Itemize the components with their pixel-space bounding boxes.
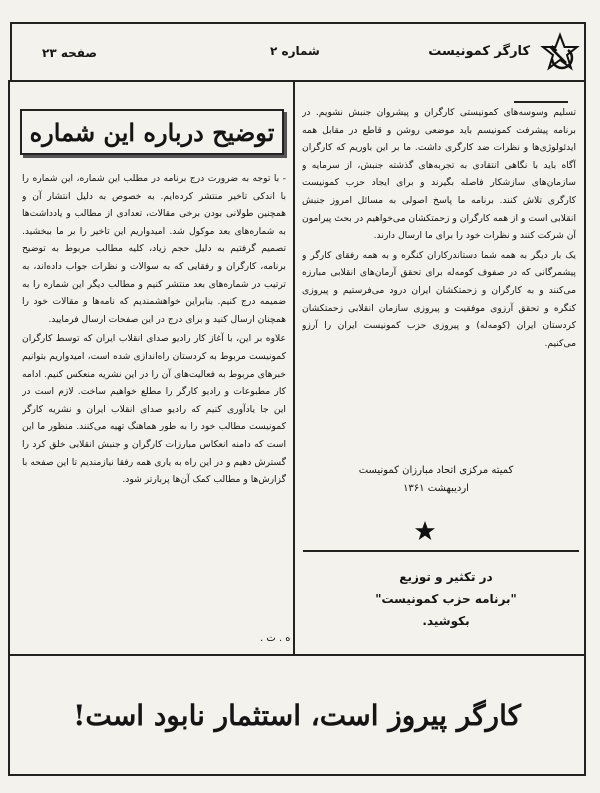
distribution-line: "برنامه حزب کمونیست" <box>375 592 517 606</box>
article-paragraph: علاوه بر این، با آغاز کار رادیو صدای انقلاب ایران که توسط کارگران کمونیست مربوط به کردستان راه‌اندازی شده است، امیدواریم بتوانیم خبرهای مربوط به فعالیت‌های آن را در این نشریه منعکس کنیم. ادامه کار مطبوعات و رادیو کارگر را مطلع خواهیم ساخت. لازم است در این جا یادآوری کنیم که رادیو صدای انقلاب ایران و نشریه کارگر کمونیست مطالب خود را به طور هماهنگ تهیه می‌کنند. منظور ما این است که دامنه انعکاس مبارزات کارگران و جنبش انقلابی خلق کرد را گسترش دهیم و در این راه به یاری همه رفقا نیازمندیم تا این صفحه با گزارش‌ها و مطالب کمک آن‌ها پربارتر شود. <box>22 333 286 486</box>
column-divider <box>293 82 295 656</box>
article-signature: ه . ت . <box>260 633 291 644</box>
distribution-text <box>316 566 576 632</box>
section-rule <box>514 101 568 103</box>
distribution-line: در تکثیر و توزیع <box>399 570 493 584</box>
article-paragraph: - با توجه به ضرورت درج برنامه در مطلب این شماره، این شماره را با اندکی تاخیر منتشر کرده‌ایم. به خصوص به دلیل انتشار آن و همچنین طولانی بودن برخی مقالات، تعدادی از مطالب و یادداشت‌ها به شماره‌های بعد موکول شد. امیدواریم این تاخیر را بر ما ببخشید. تصمیم گرفتیم به دلیل حجم زیاد، کلیه مطالب مربوط به توضیح برنامه، کارگران و رفقایی که به سوالات و نظرات جواب داده‌اند، به ترتیب در شماره‌های بعد منتشر کنیم و مطالب دیگر این شماره را به ضمیمه درج کنیم. بنابراین خواهشمندیم که نامه‌ها و مقالات خود را همچنان ارسال کنید و برای درج در این صفحات ارسال فرمایید. <box>22 173 286 325</box>
committee-name: کمیته مرکزی اتحاد مبارزان کمونیست <box>358 465 514 476</box>
statement-paragraph: تسلیم وسوسه‌های کمونیستی کارگران و پیشروان جنبش نشویم. در برنامه پیشرفت کمونیسم باید موضعی روشن و قاطع در مقابل همه ایدئولوژی‌ها و نظرات ضد کارگری داشت. ما بر این باوریم که کارگران آگاه باید با نگاهی انتقادی به تجربه‌های گذشته جنبش، از سرمایه و سازمان‌های سازشکار فاصله بگیرند و برای ایجاد حزب کمونیست کارگری تلاش کنند. برنامه ما پاسخ اصولی به مسائل امروز جنبش انقلابی است و از همه کارگران و زحمتکشان می‌خواهیم در بحث پیرامون آن شرکت کنند و نظرات خود را برای ما ارسال دارند. <box>302 107 576 242</box>
star-hammer-sickle-logo-icon <box>538 32 582 76</box>
article-title: توضیح درباره این شماره <box>20 109 284 155</box>
statement-date: اردیبهشت ۱۳۶۱ <box>403 483 469 494</box>
slogan: کارگر پیروز است، استثمار نابود است! <box>73 698 521 732</box>
article-body <box>22 170 286 632</box>
page-number: صفحه ۲۳ <box>42 46 97 60</box>
distribution-line: بکوشید. <box>422 614 470 628</box>
statement-paragraph: یک بار دیگر به همه شما دستاندرکاران کنگره و به همه رفقای کارگر و پیشمرگانی که در صفوف کومه‌له برای تحقق آرمان‌های انقلابی مبارزه می‌کنند و به کارگران و زحمتکشان ایران درود می‌فرستیم و پیروزی کنگره و تحقق آرزوی موفقیت و پیروزی سازمان انقلابی زحمتکشان کردستان ایران (کومه‌له) و پیروزی حزب کمونیست ایران را آرزو می‌کنیم. <box>302 249 576 349</box>
statement-signoff <box>305 462 567 502</box>
star-icon <box>414 520 436 542</box>
publication-name: کارگر کمونیست <box>428 44 530 59</box>
issue-number: شماره ۲ <box>270 44 320 58</box>
slogan-box <box>8 654 586 776</box>
statement-body <box>302 104 576 444</box>
